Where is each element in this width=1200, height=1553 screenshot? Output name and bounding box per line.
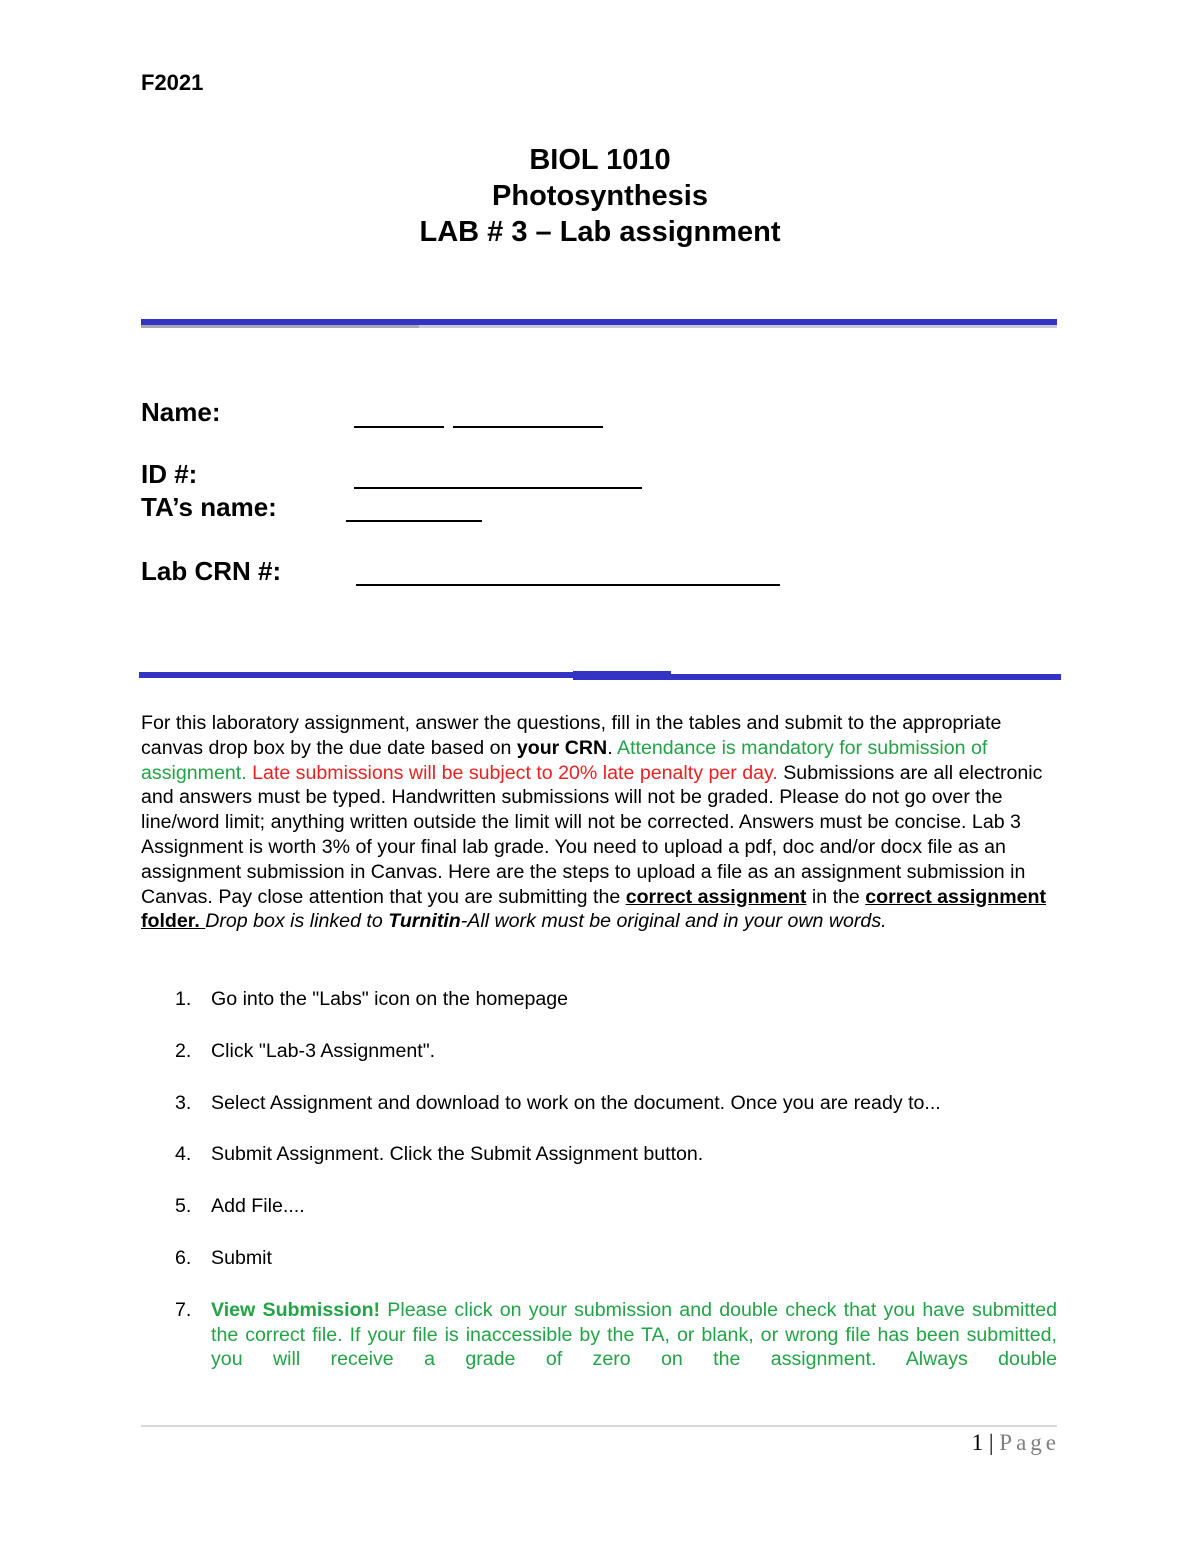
ta-name-label: TA’s name: (141, 492, 277, 522)
document-term: F2021 (141, 70, 204, 95)
correct-folder-emphasis: correct assignment folder. (141, 885, 1047, 933)
id-blank[interactable] (354, 487, 642, 489)
lab-number: LAB # 3 – Lab assignment (419, 216, 781, 248)
page-label: Page (999, 1430, 1060, 1455)
page-footer: 1 | Page (971, 1430, 1060, 1455)
document-title (0, 142, 1200, 250)
ta-name-blank[interactable] (346, 520, 482, 522)
turnitin-emphasis: Turnitin (388, 910, 461, 933)
list-item: 4. Submit Assignment. Click the Submit Assignment button. (175, 1143, 704, 1166)
correct-assignment-emphasis: correct assignment (625, 885, 807, 908)
first-name-blank[interactable] (354, 426, 444, 428)
view-submission-emphasis: View Submission! (211, 1298, 381, 1321)
list-item: 6. Submit (175, 1246, 272, 1269)
list-item: 3. Select Assignment and download to work on the document. Once you are ready to... (175, 1091, 941, 1114)
footer-divider (141, 1425, 1057, 1427)
attendance-note: Attendance is mandatory for submission of assignment. (141, 736, 988, 784)
crn-label: Lab CRN #: (141, 556, 282, 586)
crn-blank[interactable] (356, 584, 780, 586)
page-number: 1 (971, 1430, 984, 1455)
top-divider-shadow (141, 325, 419, 328)
list-item: 2. Click "Lab-3 Assignment". (175, 1039, 436, 1062)
your-crn-emphasis: your CRN (516, 736, 608, 759)
late-penalty-note: Late submissions will be subject to 20% late penalty per day. (246, 761, 778, 784)
list-item: 7. View Submission! Please click on your submission and double check that you have submitted the correct file. If your file is inaccessible by the TA, or blank, or wrong file has been submitted, you will receive a grade of zero on the assignment. Always double (175, 1298, 1057, 1371)
list-item: 5. Add File.... (175, 1195, 305, 1218)
id-label: ID #: (141, 459, 198, 489)
course-code: BIOL 1010 (529, 144, 671, 176)
instructions-paragraph: For this laboratory assignment, answer the questions, fill in the tables and submit to the appropriate canvas drop box by the due date based on your CRN. Attendance is mandatory for submission of assignment. Late submissions will be subject to 20% late penalty per day. Submissions are all electronic and answers must be typed. Handwritten submissions will not be graded. Please do not go over the line/word limit; anything written outside the limit will not be corrected. Answers must be concise. Lab 3 Assignment is worth 3% of your final lab grade. You need to upload a pdf, doc and/or docx file as an assignment submission in Canvas. Here are the steps to upload a file as an assignment submission in Canvas. Pay close attention that you are submitting the correct assignment in the correct assignment folder. Drop box is linked to Turnitin-All work must be original and in your own words. (141, 712, 1047, 933)
list-item: 1. Go into the "Labs" icon on the homepage (175, 988, 569, 1010)
lab-topic: Photosynthesis (492, 180, 708, 212)
last-name-blank[interactable] (453, 426, 603, 428)
submission-steps (141, 987, 1057, 1399)
bottom-divider (139, 672, 573, 678)
name-label: Name: (141, 397, 221, 427)
